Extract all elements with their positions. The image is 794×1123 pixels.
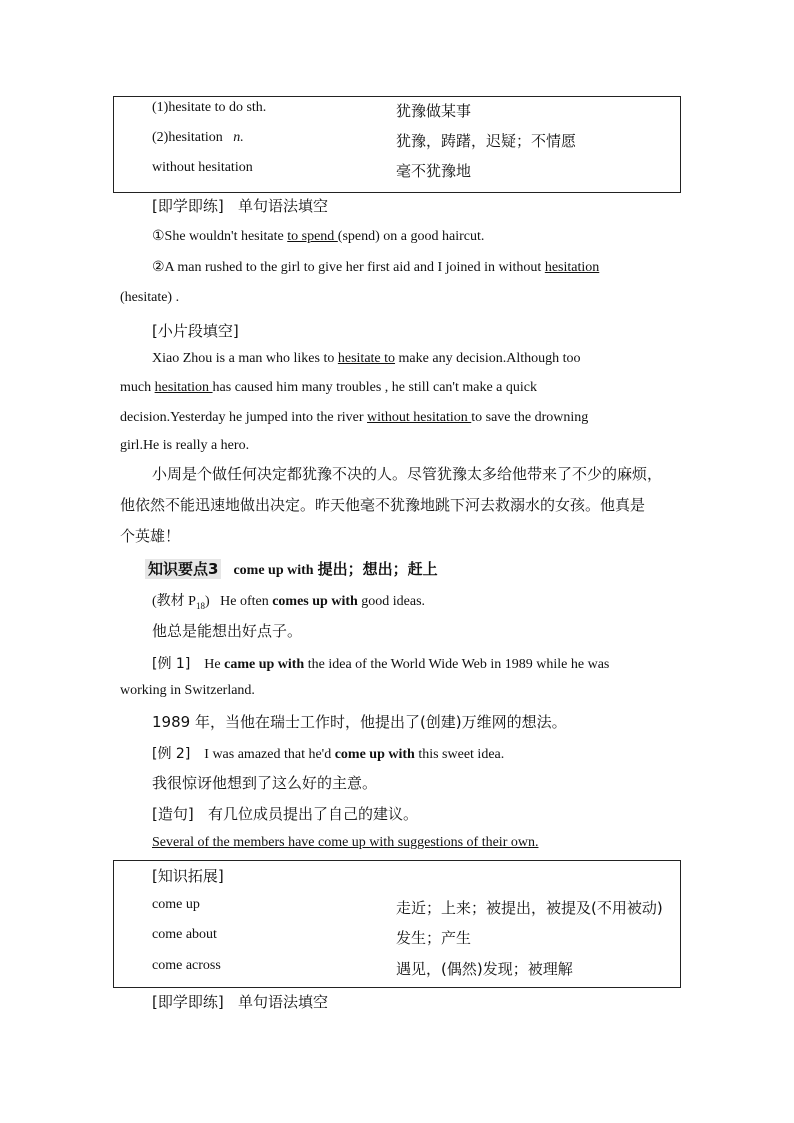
phrase-en: come up [152, 897, 200, 912]
example-key: comes up with [272, 594, 358, 609]
box-title: [知识拓展] [152, 867, 224, 885]
example-key: came up with [224, 657, 305, 672]
word: (2)hesitation [152, 130, 223, 145]
textbook-example-cn: 他总是能想出好点子。 [152, 622, 303, 640]
phrase-cn: 毫不犹豫地 [396, 162, 472, 180]
example-1-cn: 1989 年，当他在瑞士工作时，他提出了(创建)万维网的想法。 [152, 713, 567, 731]
question-text: ②A man rushed to the girl to give her first aid and I joined in without [152, 260, 545, 275]
make-sentence-label: [造句] [152, 805, 194, 823]
table-row [114, 897, 680, 921]
passage-text: make any decision.Although too [395, 351, 581, 366]
textbook-ref: ) [204, 594, 210, 609]
table-row [114, 160, 680, 184]
passage-text: Xiao Zhou is a man who likes to [152, 351, 338, 366]
practice-heading [152, 991, 328, 1012]
make-sentence-prompt: 有几位成员提出了自己的建议。 [208, 805, 419, 823]
table-row [114, 927, 680, 951]
practice-label: [即学即练] [152, 993, 224, 1011]
passage-text: much [120, 380, 155, 395]
table-row [114, 130, 680, 154]
passage-text: has caused him many troubles , he still can't make a quick [212, 380, 537, 395]
question-2 [152, 259, 599, 276]
example-text: He often [220, 594, 273, 609]
knowledge-point-tag: 知识要点3 [145, 559, 221, 579]
practice-title: 单句语法填空 [238, 197, 329, 215]
textbook-page: 18 [195, 600, 205, 611]
phrase-en: without hesitation [152, 160, 253, 175]
textbook-example [152, 590, 425, 611]
phrase-en: (1)hesitate to do sth. [152, 100, 267, 115]
textbook-ref: (教材 P [152, 594, 196, 609]
example-key: come up with [334, 747, 415, 762]
example-text: He [204, 657, 225, 672]
answer-blank: hesitation [154, 380, 213, 395]
answer-blank: hesitate to [337, 351, 396, 366]
part-of-speech: n. [233, 130, 244, 145]
word-forms-box [113, 96, 681, 193]
key-phrase: come up with [233, 563, 314, 578]
passage-line: girl.He is really a hero. [120, 438, 250, 453]
phrase-cn: 遇见，(偶然)发现；被理解 [396, 960, 573, 978]
passage-line [120, 410, 588, 426]
knowledge-point-heading [145, 558, 438, 579]
example-1 [152, 653, 674, 673]
phrase-cn: 犹豫做某事 [396, 102, 472, 120]
example-1-cont: working in Switzerland. [120, 683, 255, 698]
phrase-en: come about [152, 927, 217, 942]
example-2-cn: 我很惊讶他想到了这么好的主意。 [152, 774, 378, 792]
passage-text: to save the drowning [471, 410, 589, 425]
passage-label: [小片段填空] [152, 322, 239, 340]
key-phrase-meaning: 提出；想出；赶上 [317, 560, 438, 578]
passage-translation: 个英雄！ [120, 527, 181, 545]
example-2 [152, 743, 504, 763]
example-text: good ideas. [357, 594, 426, 609]
question-1 [152, 228, 484, 245]
practice-title: 单句语法填空 [238, 993, 329, 1011]
answer-blank: hesitation [544, 260, 600, 275]
question-text: (spend) on a good haircut. [337, 229, 485, 244]
passage-line [152, 351, 581, 367]
answer-blank: without hesitation [367, 410, 472, 425]
make-sentence-answer: Several of the members have come up with suggestions of their own. [152, 835, 539, 850]
make-sentence [152, 803, 418, 824]
passage-translation: 他依然不能迅速地做出决定。昨天他毫不犹豫地跳下河去救溺水的女孩。他真是 [120, 496, 646, 514]
practice-label: [即学即练] [152, 197, 224, 215]
phrase-cn: 发生；产生 [396, 929, 472, 947]
example-text: I was amazed that he'd [204, 747, 335, 762]
question-2-cont: (hesitate) . [120, 290, 180, 305]
passage-text: decision.Yesterday he jumped into the river [120, 410, 368, 425]
phrase-en: come across [152, 958, 221, 973]
box-title-row [114, 865, 680, 889]
question-text: ①She wouldn't hesitate [152, 229, 288, 244]
answer-blank: to spend [287, 229, 338, 244]
phrase-cn: 犹豫，踌躇，迟疑；不情愿 [396, 132, 577, 150]
example-label: [例 2] [152, 746, 191, 762]
example-label: [例 1] [152, 656, 191, 672]
table-row [114, 958, 680, 982]
example-text: this sweet idea. [414, 747, 505, 762]
knowledge-extension-box [113, 860, 681, 988]
phrase-cn: 走近；上来；被提出，被提及(不用被动) [396, 899, 663, 917]
practice-heading [152, 195, 328, 216]
example-text: the idea of the World Wide Web in 1989 while he was [304, 657, 610, 672]
table-row [114, 100, 680, 124]
phrase-en [152, 130, 244, 146]
passage-line [120, 380, 537, 396]
passage-translation: 小周是个做任何决定都犹豫不决的人。尽管犹豫太多给他带来了不少的麻烦， [152, 465, 663, 483]
